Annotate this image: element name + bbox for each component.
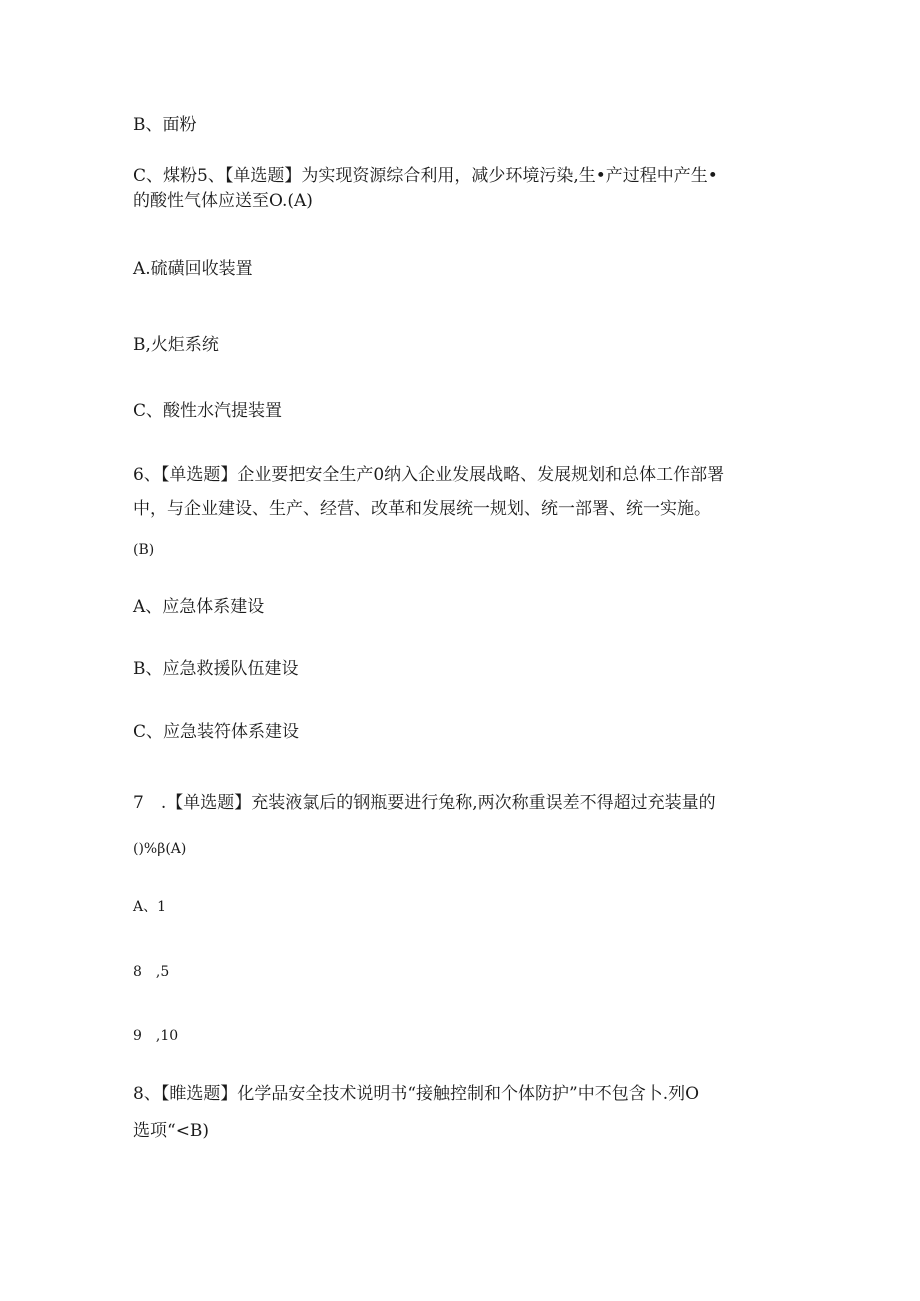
q7-option-8: 8 ,5: [133, 964, 170, 980]
q6-option-c: C、应急装符体系建设: [133, 722, 300, 742]
q8-line-2: 选项“<B): [133, 1121, 210, 1141]
q5-line-2: 的酸性气体应送至O.(A): [133, 191, 313, 211]
q8-line-1: 8、【睢选题】化学品安全技术说明书“接触控制和个体防护”中不包含卜.列O: [133, 1084, 700, 1104]
q5-line-1: C、煤粉5、【单选题】为实现资源综合利用，减少环境污染,生•产过程中产生•: [133, 166, 718, 186]
q6-line-2: 中，与企业建设、生产、经营、改革和发展统一规划、统一部署、统一实施。: [133, 499, 711, 519]
option-b-flour: B、面粉: [133, 115, 197, 135]
q7-option-a: A、1: [133, 899, 167, 915]
q7-option-9: 9 ,10: [133, 1028, 179, 1044]
q5-option-c: C、酸性水汽提装置: [133, 401, 283, 421]
q6-line-1: 6、【单选题】企业要把安全生产0纳入企业发展战略、发展规划和总体工作部署: [133, 465, 725, 485]
q5-option-a: A.硫磺回收装置: [133, 259, 253, 279]
q6-option-b: B、应急救援队伍建设: [133, 659, 299, 679]
q7-line-2: ()%β(A): [133, 841, 187, 857]
q5-option-b: B,火炬系统: [133, 335, 219, 355]
q7-line-1: 7 .【单选题】充装液氯后的钢瓶要进行兔称,两次称重误差不得超过充装量的: [133, 793, 716, 813]
q6-answer: (B): [133, 542, 155, 558]
q6-option-a: A、应急体系建设: [133, 597, 265, 617]
